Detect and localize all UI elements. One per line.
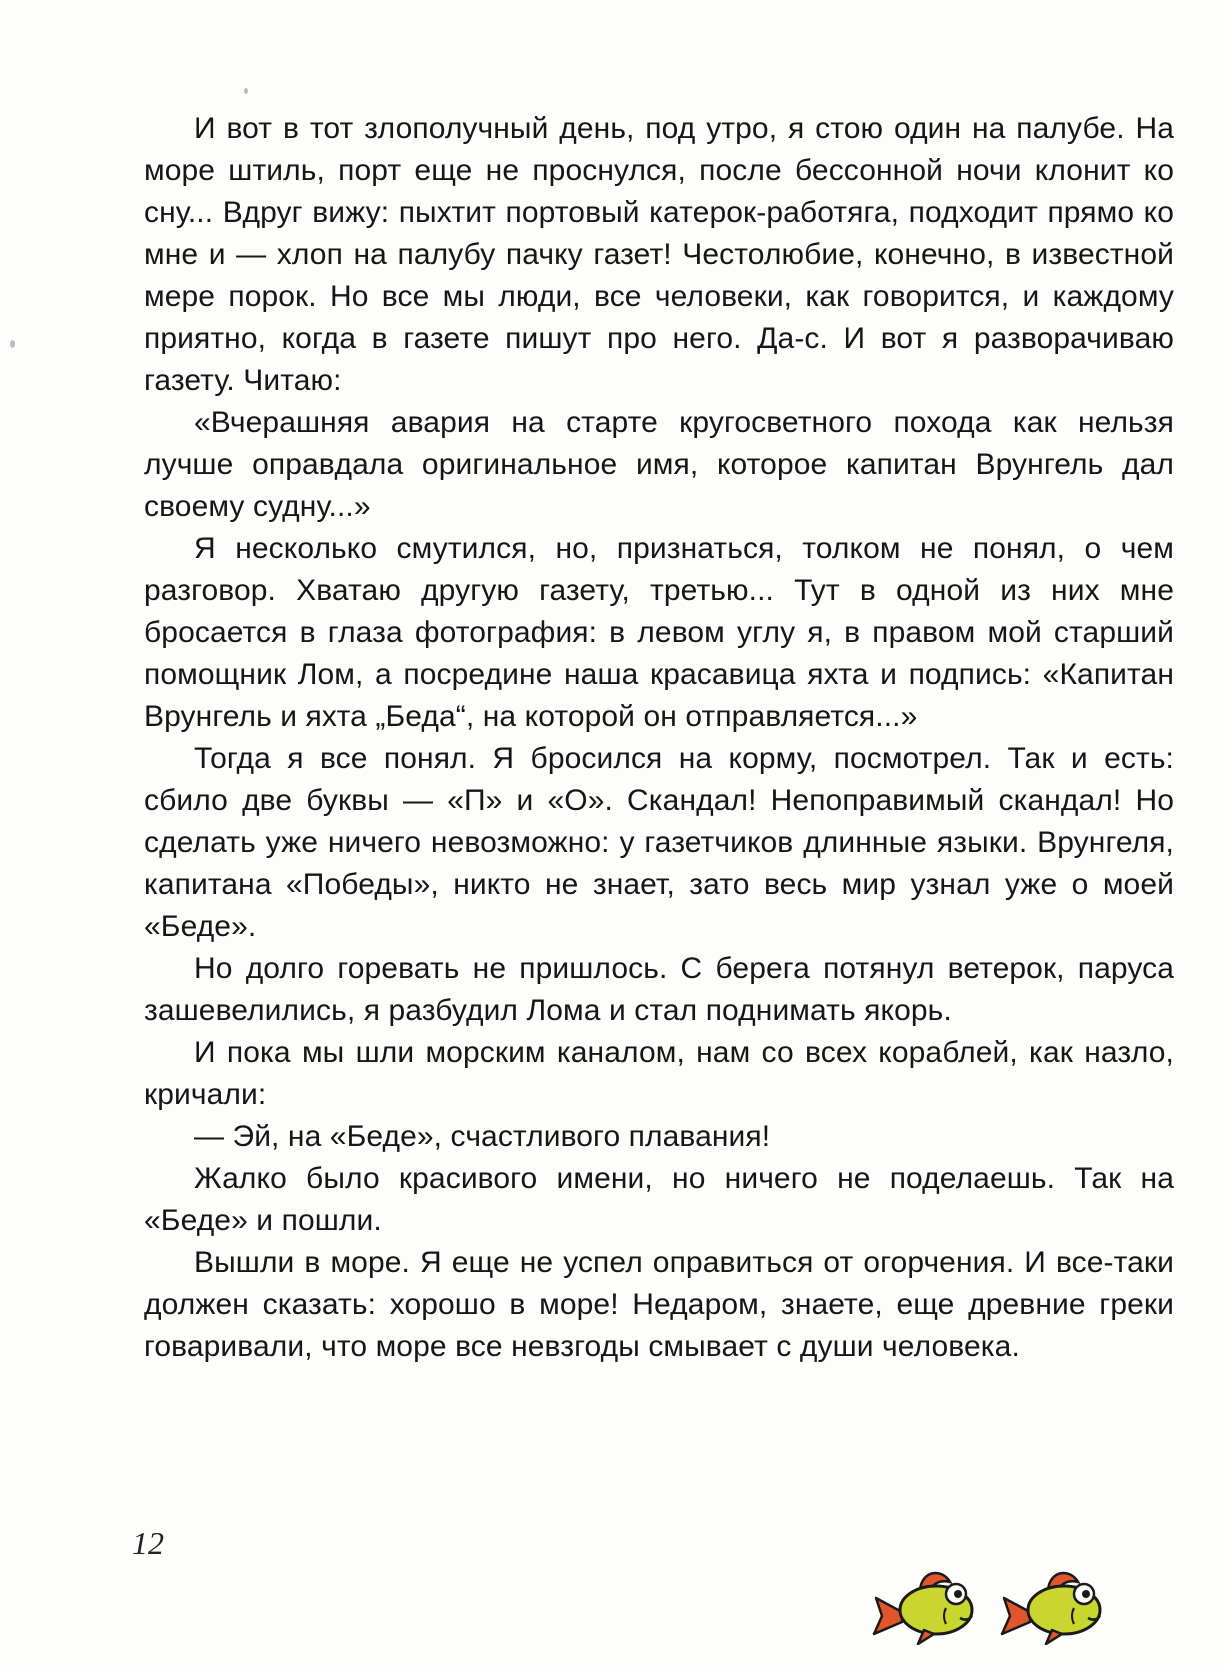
paragraph: «Вчерашняя авария на старте кругосветного похода как нельзя лучше оправдала оригинальное имя, которое капитан Врунгель дал своему судну...» <box>144 406 1174 523</box>
body-text <box>144 108 1174 1368</box>
paragraph: И вот в тот злополучный день, под утро, я стою один на палубе. На море штиль, порт еще не проснулся, после бессонной ночи клонит ко сну... Вдруг вижу: пыхтит портовый катерок-работяга, подходит прямо ко мне и — хлоп на палубу пачку газет! Честолюбие, конечно, в известной мере порок. Но все мы люди, все человеки, как говорится, и каждому приятно, когда в газете пишут про него. Да-с. И вот я разворачиваю газету. Читаю: <box>144 112 1174 397</box>
fish-tail <box>874 1598 902 1634</box>
paragraph: И пока мы шли морским каналом, нам со всех кораблей, как назло, кричали: <box>144 1036 1174 1111</box>
fish-icon <box>1000 1560 1110 1645</box>
paragraph: Тогда я все понял. Я бросился на корму, посмотрел. Так и есть: сбило две буквы — «П» и «О». Скандал! Непоправимый скандал! Но сделать уже ничего невозможно: у газетчиков длинные языки. Врунгеля, капитана «Победы», никто не знает, зато весь мир узнал уже о моей «Беде». <box>144 742 1174 943</box>
fish-tail <box>1002 1598 1030 1634</box>
paragraph: Вышли в море. Я еще не успел оправиться от огорчения. И все-таки должен сказать: хорошо в море! Недаром, знаете, еще древние греки говаривали, что море все невзгоды смывает с души человека. <box>144 1246 1174 1363</box>
paragraph: Но долго горевать не пришлось. С берега потянул ветерок, паруса зашевелились, я разбудил Лома и стал поднимать якорь. <box>144 952 1174 1027</box>
paragraph: Я несколько смутился, но, признаться, толком не понял, о чем разговор. Хватаю другую газету, третью... Тут в одной из них мне бросается в глаза фотография: в левом углу я, в правом мой старший помощник Лом, а посредине наша красавица яхта и подпись: «Капитан Врунгель и яхта „Беда“, на которой он отправляется...» <box>144 532 1174 733</box>
paragraph: Жалко было красивого имени, но ничего не поделаешь. Так на «Беде» и пошли. <box>144 1162 1174 1237</box>
fish-icon <box>872 1560 982 1645</box>
fish-pupil <box>1082 1590 1090 1598</box>
page-number: 12 <box>132 1525 164 1561</box>
fish-pupil <box>954 1590 962 1598</box>
paper-speck <box>10 340 15 348</box>
paragraph: — Эй, на «Беде», счастливого плавания! <box>194 1120 771 1153</box>
paper-speck <box>244 88 248 94</box>
